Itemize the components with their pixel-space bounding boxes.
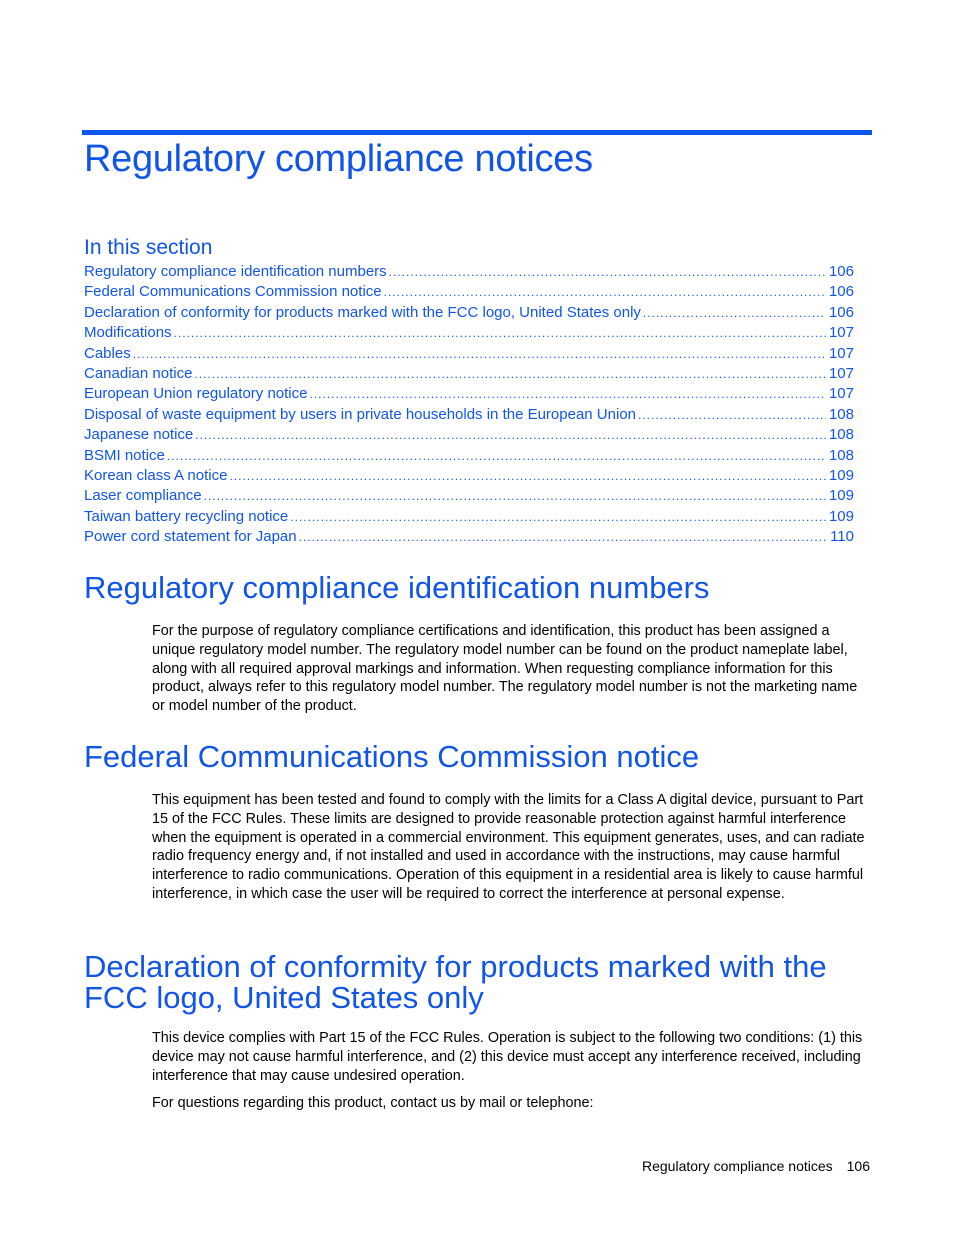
toc-entry-label[interactable]: Modifications xyxy=(84,324,172,342)
toc-entry-label[interactable]: Disposal of waste equipment by users in private households in the European Union xyxy=(84,405,636,423)
toc-entry[interactable] xyxy=(84,425,854,445)
toc-dot-leader xyxy=(389,262,826,282)
toc-entry[interactable] xyxy=(84,364,854,384)
toc-entry-page[interactable]: 107 xyxy=(828,324,854,342)
toc-entry-page[interactable]: 108 xyxy=(828,405,854,423)
toc-entry-page[interactable]: 106 xyxy=(828,303,854,321)
footer-label: Regulatory compliance notices xyxy=(641,1158,833,1174)
toc-entry-label[interactable]: Federal Communications Commission notice xyxy=(84,283,382,301)
toc-entry[interactable] xyxy=(84,323,854,343)
toc-entry-page[interactable]: 109 xyxy=(828,466,854,484)
section-title-fcc: Federal Communications Commission notice xyxy=(84,739,700,774)
toc-entry-label[interactable]: Regulatory compliance identification numbers xyxy=(84,263,387,280)
toc-entry-page[interactable]: 106 xyxy=(828,283,854,301)
toc-entry-label[interactable]: Power cord statement for Japan xyxy=(84,528,297,546)
toc-entry[interactable] xyxy=(84,405,854,425)
section-contact-line: For questions regarding this product, contact us by mail or telephone: xyxy=(152,1095,594,1111)
toc-entry[interactable] xyxy=(84,507,854,527)
toc-dot-leader xyxy=(638,405,826,425)
toc-entry[interactable] xyxy=(84,344,854,364)
toc-heading: In this section xyxy=(84,236,213,259)
toc-dot-leader xyxy=(167,446,826,466)
toc-entry-page[interactable]: 106 xyxy=(828,263,854,280)
toc-dot-leader xyxy=(643,303,826,323)
toc-entry-page[interactable]: 109 xyxy=(828,507,854,525)
toc-entry-page[interactable]: 108 xyxy=(828,426,854,444)
toc-entry[interactable] xyxy=(84,446,854,466)
toc-entry[interactable] xyxy=(84,466,854,486)
toc-entry-label[interactable]: Taiwan battery recycling notice xyxy=(84,507,289,525)
toc-entry-label[interactable]: Laser compliance xyxy=(84,487,202,505)
toc-entry-page[interactable]: 110 xyxy=(830,528,854,546)
toc-entry-label[interactable]: European Union regulatory notice xyxy=(84,385,308,403)
section-body-identification: For the purpose of regulatory compliance certifications and identification, this product has been assigned a unique regulatory model number. The regulatory model number can be found on the product nameplate label, along with all required approval markings and information. When requesting compliance information for this product, always refer to this regulatory model number. The regulatory model number is not the marketing name or model number of the product. xyxy=(152,623,858,715)
toc-entry-page[interactable]: 107 xyxy=(828,364,854,382)
toc-entry-page[interactable]: 107 xyxy=(828,344,854,362)
toc-entry[interactable] xyxy=(84,262,854,282)
toc-entry-label[interactable]: Korean class A notice xyxy=(84,466,228,484)
page-footer xyxy=(642,1158,870,1174)
toc-entry[interactable] xyxy=(84,486,854,506)
toc-entry-label[interactable]: Cables xyxy=(84,344,131,362)
toc-entry-page[interactable]: 107 xyxy=(828,385,854,403)
toc-dot-leader xyxy=(174,323,826,343)
toc-entry[interactable] xyxy=(84,303,854,323)
toc-entry-label[interactable]: Japanese notice xyxy=(84,426,194,444)
toc-dot-leader xyxy=(204,486,826,506)
section-title-identification: Regulatory compliance identification numbers xyxy=(84,570,710,605)
toc-entry-label[interactable]: Canadian notice xyxy=(84,364,193,382)
toc-dot-leader xyxy=(299,527,827,547)
toc-dot-leader xyxy=(309,384,825,404)
chapter-rule xyxy=(82,130,872,135)
toc-entry[interactable] xyxy=(84,282,854,302)
table-of-contents xyxy=(84,262,854,547)
toc-entry-label[interactable]: BSMI notice xyxy=(84,446,165,464)
toc-dot-leader xyxy=(229,466,826,486)
toc-dot-leader xyxy=(290,507,826,527)
footer-page-number: 106 xyxy=(846,1158,870,1174)
toc-dot-leader xyxy=(194,364,826,384)
section-body-declaration: This device complies with Part 15 of the FCC Rules. Operation is subject to the following two conditions: (1) this device may not cause harmful interference, and (2) this device must accept any interference received, including interference that may cause undesired operation. xyxy=(152,1030,863,1084)
toc-entry-page[interactable]: 109 xyxy=(828,487,854,505)
toc-entry-label[interactable]: Declaration of conformity for products marked with the FCC logo, United States only xyxy=(84,303,641,321)
section-body-fcc: This equipment has been tested and found to comply with the limits for a Class A digital device, pursuant to Part 15 of the FCC Rules. These limits are designed to provide reasonable protection against harmful interference when the equipment is operated in a commercial environment. This equipment generates, uses, and can radiate radio frequency energy and, if not installed and used in accordance with the instructions, may cause harmful interference to radio communications. Operation of this equipment in a residential area is likely to cause harmful interference, in which case the user will be required to correct the interference at personal expense. xyxy=(152,792,865,902)
section-title-declaration: Declaration of conformity for products marked with the FCC logo, United States only xyxy=(84,949,827,1015)
toc-dot-leader xyxy=(133,344,826,364)
page-title: Regulatory compliance notices xyxy=(84,138,593,180)
toc-entry[interactable] xyxy=(84,527,854,547)
toc-entry-page[interactable]: 108 xyxy=(828,446,854,464)
toc-entry[interactable] xyxy=(84,384,854,404)
toc-dot-leader xyxy=(384,282,826,302)
toc-dot-leader xyxy=(195,425,826,445)
